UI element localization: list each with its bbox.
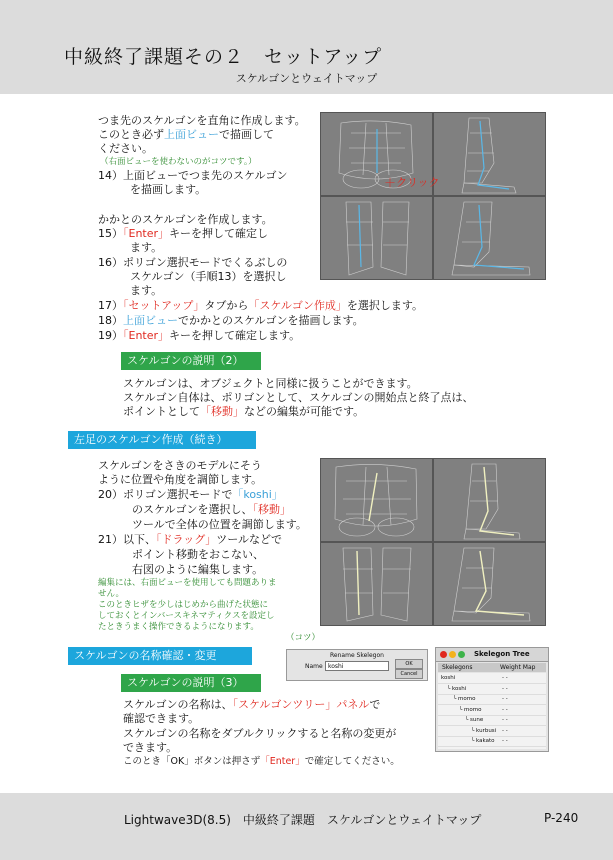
rename-cancel-button[interactable]: Cancel [395,669,423,679]
skelegon-tree-title: Skelegon Tree [474,650,530,658]
explain-2-line-2: スケルゴン自体は、ポリゴンとして、スケルゴンの開始点と終了点は、 [123,391,474,404]
tree-row-name: └ koshi [447,685,467,692]
maximize-icon[interactable] [458,651,465,658]
click-marker-icon: ＋ [384,176,397,190]
tree-row[interactable] [438,715,546,726]
section-2-heading: 左足のスケルゴン作成（続き） [68,431,256,449]
tree-row-weight: - - [502,717,508,723]
section-3-heading: スケルゴンの名称確認・変更 [68,647,252,665]
viewport-bottom-left [320,196,433,280]
explain-3-line-2: 確認できます。 [123,712,200,725]
tree-row-name: └ momo [453,696,476,702]
tree-row[interactable] [438,673,546,684]
tree-row[interactable] [438,705,546,716]
close-icon[interactable] [440,651,447,658]
note-line-3: このときヒザを少しはじめから曲げた状態に [98,600,269,610]
note-line-4: しておくとインバースキネマティクスを設定し [98,611,275,621]
viewport-2-bottom-right [433,542,546,626]
note-line-5: たときうまく操作できるようになります。 [98,622,259,632]
note-line-2: せん。 [98,589,125,599]
tree-row-name: koshi [441,675,456,681]
step-21-cont: ポイント移動をおこない、 [132,548,264,561]
rename-dialog-title: Rename Skelegon [330,652,384,659]
note-tip-2: （コツ） [286,633,321,643]
step-17: 17）「セットアップ」タブから「スケルゴン作成」を選択します。 [98,299,423,312]
step-15-cont: ます。 [130,241,163,254]
tree-row-name: └ kurbusi [471,727,497,734]
step-20: 20）ポリゴン選択モードで「koshi」 [98,488,283,501]
page-number: P-240 [544,811,579,825]
explain-3-line-1: スケルゴンの名称は、「スケルゴンツリー」パネルで [123,698,381,711]
tree-row-weight: - - [502,706,508,713]
step-21: 21）以下、「ドラッグ」ツールなどで [98,533,283,546]
skelegon-tree-panel [435,647,549,752]
viewport-top-right [433,112,546,196]
skelegon-tree-titlebar [436,648,548,662]
step-21-cont2: 右図のように編集します。 [132,563,264,576]
explain-2-line-1: スケルゴンは、オブジェクトと同様に扱うことができます。 [123,377,418,390]
viewport-bottom-right [433,196,546,280]
tree-row[interactable] [438,736,546,747]
click-label: クリック [396,176,440,189]
explain-2-heading: スケルゴンの説明（2） [121,352,261,370]
explain-3-line-5: このとき「OK」ボタンは押さず「Enter」で確定してください。 [123,756,400,767]
heel-intro: かかとのスケルゴンを作成します。 [98,213,273,226]
explain-3-heading: スケルゴンの説明（3） [121,674,261,692]
viewport-2-bottom-left [320,542,433,626]
step-19: 19）「Enter」キーを押して確定します。 [98,329,301,342]
rename-name-label: Name [305,663,323,670]
step-16-cont2: ます。 [130,284,163,297]
tree-row-weight: - - [502,727,508,734]
tree-row-weight: - - [502,696,508,702]
page-subtitle: スケルゴンとウェイトマップ [235,72,378,85]
tree-column-header [438,663,546,672]
viewport-2-top-left [320,458,433,542]
tree-row-weight: - - [502,675,508,681]
step-15: 15）「Enter」キーを押して確定し [98,227,269,240]
step-18: 18）上面ビューでかかとのスケルゴンを描画します。 [98,314,364,327]
section-2-line-1: スケルゴンをさきのモデルにそう [98,459,262,472]
step-16: 16）ポリゴン選択モードでくるぶしの [98,256,288,269]
step-16-cont: スケルゴン（手順13）を選択し [130,270,287,283]
explain-3-line-4: できます。 [123,741,178,754]
tree-row[interactable] [438,694,546,705]
tree-row-name: └ kakato [471,738,495,744]
tree-row[interactable] [438,684,546,695]
footer-course-title: Lightwave3D(8.5) 中級終了課題 スケルゴンとウェイトマップ [124,813,482,827]
tree-rows [438,673,546,749]
step-20-cont: のスケルゴンを選択し、「移動」 [132,503,291,516]
tree-row-weight: - - [502,685,508,692]
tree-row[interactable] [438,726,546,737]
note-line-1: 編集には、右面ビューを使用しても問題ありま [98,578,277,588]
step-20-cont2: ツールで全体の位置を調節します。 [132,518,307,531]
tree-row-name: └ sune [465,717,484,723]
note-tip: （右面ビューを使わないのがコツです。） [100,157,257,167]
explain-3-line-3: スケルゴンの名称をダブルクリックすると名称の変更が [123,727,397,740]
page-title: 中級終了課題その２ セットアップ [64,46,383,68]
rename-ok-button[interactable]: OK [395,659,423,669]
intro-line-2: このとき必ず上面ビューで描画して [98,128,274,141]
viewport-2-top-right [433,458,546,542]
tree-col-skelegons: Skelegons [442,664,473,671]
intro-line-1: つま先のスケルゴンを直角に作成します。 [98,114,306,127]
tree-row-weight: - - [502,738,508,744]
tree-row-name: └ momo [459,706,482,713]
intro-line-3: ください。 [98,142,153,155]
section-2-line-2: ように位置や角度を調節します。 [98,473,263,486]
step-14-cont: を描画します。 [130,183,207,196]
rename-skelegon-dialog [286,649,428,681]
explain-2-line-3: ポイントとして「移動」などの編集が可能です。 [123,405,365,418]
minimize-icon[interactable] [449,651,456,658]
rename-name-input[interactable]: koshi [325,661,389,671]
tree-col-weight: Weight Map [500,664,536,671]
step-14: 14）上面ビューでつま先のスケルゴン [98,169,288,182]
